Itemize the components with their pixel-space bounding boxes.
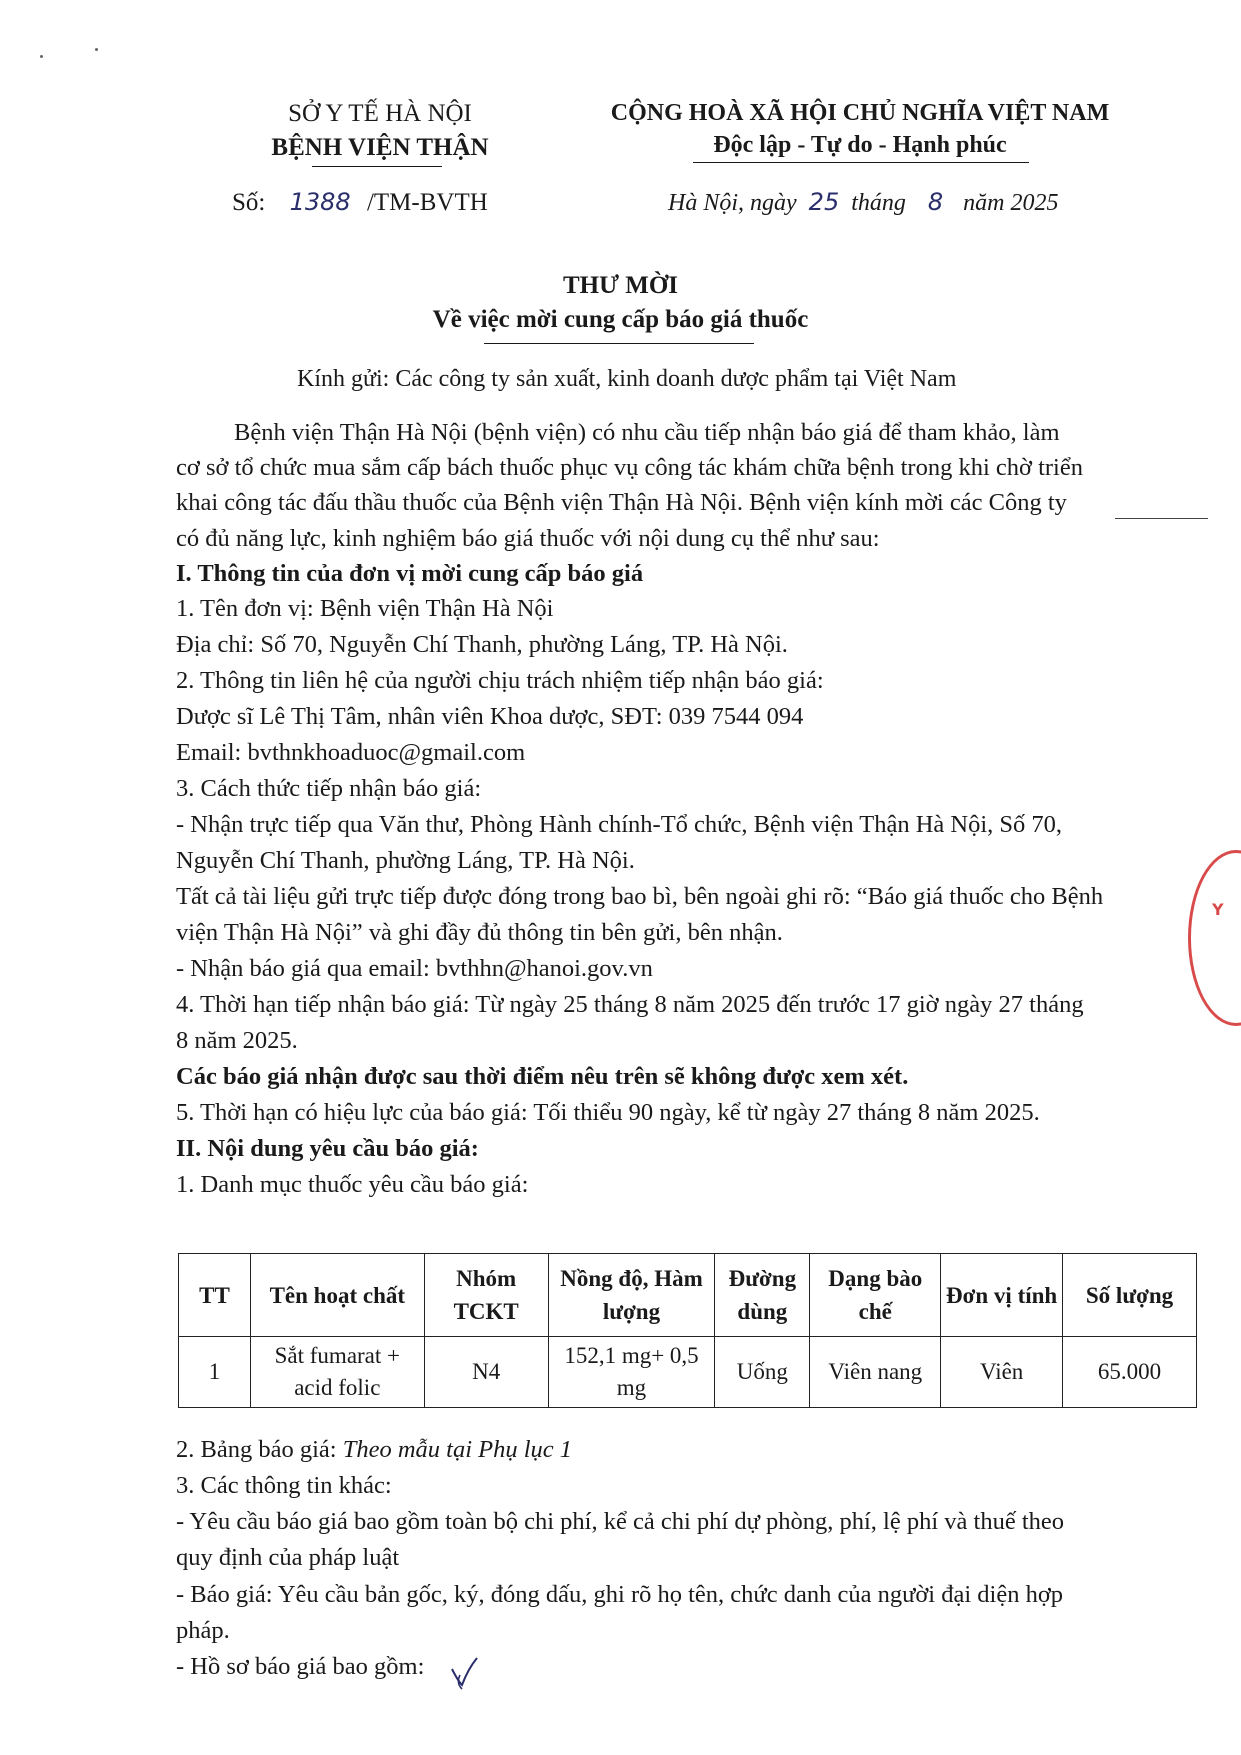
table-cell: Uống	[715, 1337, 810, 1408]
section-1-line: - Nhận trực tiếp qua Văn thư, Phòng Hành chính-Tổ chức, Bệnh viện Thận Hà Nội, Số 70,	[176, 811, 1063, 838]
section-1-line: Email: bvthnkhoaduoc@gmail.com	[176, 739, 526, 766]
motto: Độc lập - Tự do - Hạnh phúc	[713, 132, 1007, 158]
date-year: năm 2025	[963, 190, 1059, 216]
table-header-cell: Tên hoạt chất	[250, 1254, 424, 1337]
intro-line: có đủ năng lực, kinh nghiệm báo giá thuốc với nội dung cụ thể như sau:	[176, 525, 880, 552]
doc-number-suffix: /TM-BVTH	[366, 189, 488, 216]
other-info-line: - Báo giá: Yêu cầu bản gốc, ký, đóng dấu, ghi rõ họ tên, chức danh của người đại diện hợp	[176, 1581, 1064, 1608]
table-cell: 1	[179, 1337, 251, 1408]
country-name: CỘNG HOÀ XÃ HỘI CHỦ NGHĨA VIỆT NAM	[610, 100, 1110, 126]
deadline-warning: Các báo giá nhận được sau thời điểm nêu trên sẽ không được xem xét.	[176, 1063, 909, 1090]
other-info-line: - Yêu cầu báo giá bao gồm toàn bộ chi phí, kể cả chi phí dự phòng, phí, lệ phí và thuế theo	[176, 1508, 1065, 1535]
subtitle-underline	[484, 343, 754, 344]
section-1-line: 1. Tên đơn vị: Bệnh viện Thận Hà Nội	[176, 595, 554, 622]
table-cell: Sắt fumarat + acid folic	[250, 1337, 424, 1408]
date-prefix: Hà Nội, ngày	[668, 190, 797, 216]
table-cell: N4	[424, 1337, 548, 1408]
other-info-line: quy định của pháp luật	[176, 1544, 400, 1571]
table-header-cell: Số lượng	[1063, 1254, 1197, 1337]
doc-number	[232, 188, 488, 217]
table-header-cell: Đường dùng	[715, 1254, 810, 1337]
intro-line: Bệnh viện Thận Hà Nội (bệnh viện) có nhu cầu tiếp nhận báo giá để tham khảo, làm	[234, 419, 1060, 446]
motto-underline	[693, 162, 1029, 163]
section-1-line: Dược sĩ Lê Thị Tâm, nhân viên Khoa dược, SĐT: 039 7544 094	[176, 703, 804, 730]
intro-line: cơ sở tổ chức mua sắm cấp bách thuốc phục vụ công tác khám chữa bệnh trong khi chờ triển	[176, 454, 1083, 481]
table-header-row	[179, 1254, 1197, 1337]
section-1-line: viện Thận Hà Nội” và ghi đầy đủ thông tin bên gửi, bên nhận.	[176, 919, 783, 946]
section-1-line: Nguyễn Chí Thanh, phường Láng, TP. Hà Nội.	[176, 847, 635, 874]
intro-line: khai công tác đấu thầu thuốc của Bệnh viện Thận Hà Nội. Bệnh viện kính mời các Công ty	[176, 489, 1067, 516]
scan-speck	[40, 55, 43, 58]
scan-stroke	[1115, 518, 1208, 519]
org-name: BỆNH VIỆN THẬN	[271, 134, 489, 161]
initials-mark-icon	[448, 1655, 480, 1693]
table-header-cell: TT	[179, 1254, 251, 1337]
section-2-heading: II. Nội dung yêu cầu báo giá:	[176, 1135, 479, 1162]
table-cell: 152,1 mg+ 0,5 mg	[548, 1337, 715, 1408]
table-header-cell: Dạng bào chế	[810, 1254, 941, 1337]
drug-list-label: 1. Danh mục thuốc yêu cầu báo giá:	[176, 1171, 529, 1198]
table-cell: 65.000	[1063, 1337, 1197, 1408]
scan-speck	[95, 48, 98, 51]
section-1-line: - Nhận báo giá qua email: bvthhn@hanoi.gov.vn	[176, 955, 653, 982]
doc-number-prefix: Số:	[232, 189, 266, 216]
letter-subtitle: Về việc mời cung cấp báo giá thuốc	[432, 306, 809, 333]
table-header-cell: Nồng độ, Hàm lượng	[548, 1254, 715, 1337]
quote-form-label: 2. Bảng báo giá:	[176, 1436, 337, 1463]
stamp-fragment-text: Y	[1212, 900, 1224, 919]
recipient-line: Kính gửi: Các công ty sản xuất, kinh doanh dược phẩm tại Việt Nam	[297, 366, 957, 392]
validity-line: 5. Thời hạn có hiệu lực của báo giá: Tối thiểu 90 ngày, kể từ ngày 27 tháng 8 năm 2025.	[176, 1099, 1040, 1126]
section-1-line: 4. Thời hạn tiếp nhận báo giá: Từ ngày 25 tháng 8 năm 2025 đến trước 17 giờ ngày 27 tháng	[176, 991, 1084, 1018]
date-month: 8	[927, 188, 944, 216]
other-info-line: pháp.	[176, 1617, 230, 1644]
section-1-heading: I. Thông tin của đơn vị mời cung cấp báo giá	[176, 560, 644, 587]
section-1-line: Tất cả tài liệu gửi trực tiếp được đóng trong bao bì, bên ngoài ghi rõ: “Báo giá thuốc cho Bệnh	[176, 883, 1104, 910]
table-cell: Viên	[941, 1337, 1063, 1408]
org-parent: SỞ Y TẾ HÀ NỘI	[288, 100, 472, 127]
section-1-line: 3. Cách thức tiếp nhận báo giá:	[176, 775, 482, 802]
quote-form-value: Theo mẫu tại Phụ lục 1	[342, 1436, 573, 1463]
date-day: 25	[808, 188, 840, 216]
drug-table	[178, 1253, 1197, 1408]
other-info-label: 3. Các thông tin khác:	[176, 1472, 392, 1499]
quote-form-line	[176, 1435, 572, 1465]
section-1-line: Địa chỉ: Số 70, Nguyễn Chí Thanh, phường Láng, TP. Hà Nội.	[176, 631, 788, 658]
table-header-cell: Nhóm TCKT	[424, 1254, 548, 1337]
doc-number-handwritten: 1388	[289, 188, 351, 216]
table-cell: Viên nang	[810, 1337, 941, 1408]
document-date	[668, 188, 1059, 217]
other-info-line: - Hồ sơ báo giá bao gồm:	[176, 1653, 425, 1680]
date-month-label: tháng	[851, 190, 906, 216]
section-1-line: 2. Thông tin liên hệ của người chịu trách nhiệm tiếp nhận báo giá:	[176, 667, 824, 694]
table-row	[179, 1337, 1197, 1408]
letter-title: THƯ MỜI	[562, 272, 679, 299]
stamp-fragment-icon	[1188, 850, 1241, 1026]
table-header-cell: Đơn vị tính	[941, 1254, 1063, 1337]
org-underline	[312, 166, 442, 167]
section-1-line: 8 năm 2025.	[176, 1027, 298, 1054]
